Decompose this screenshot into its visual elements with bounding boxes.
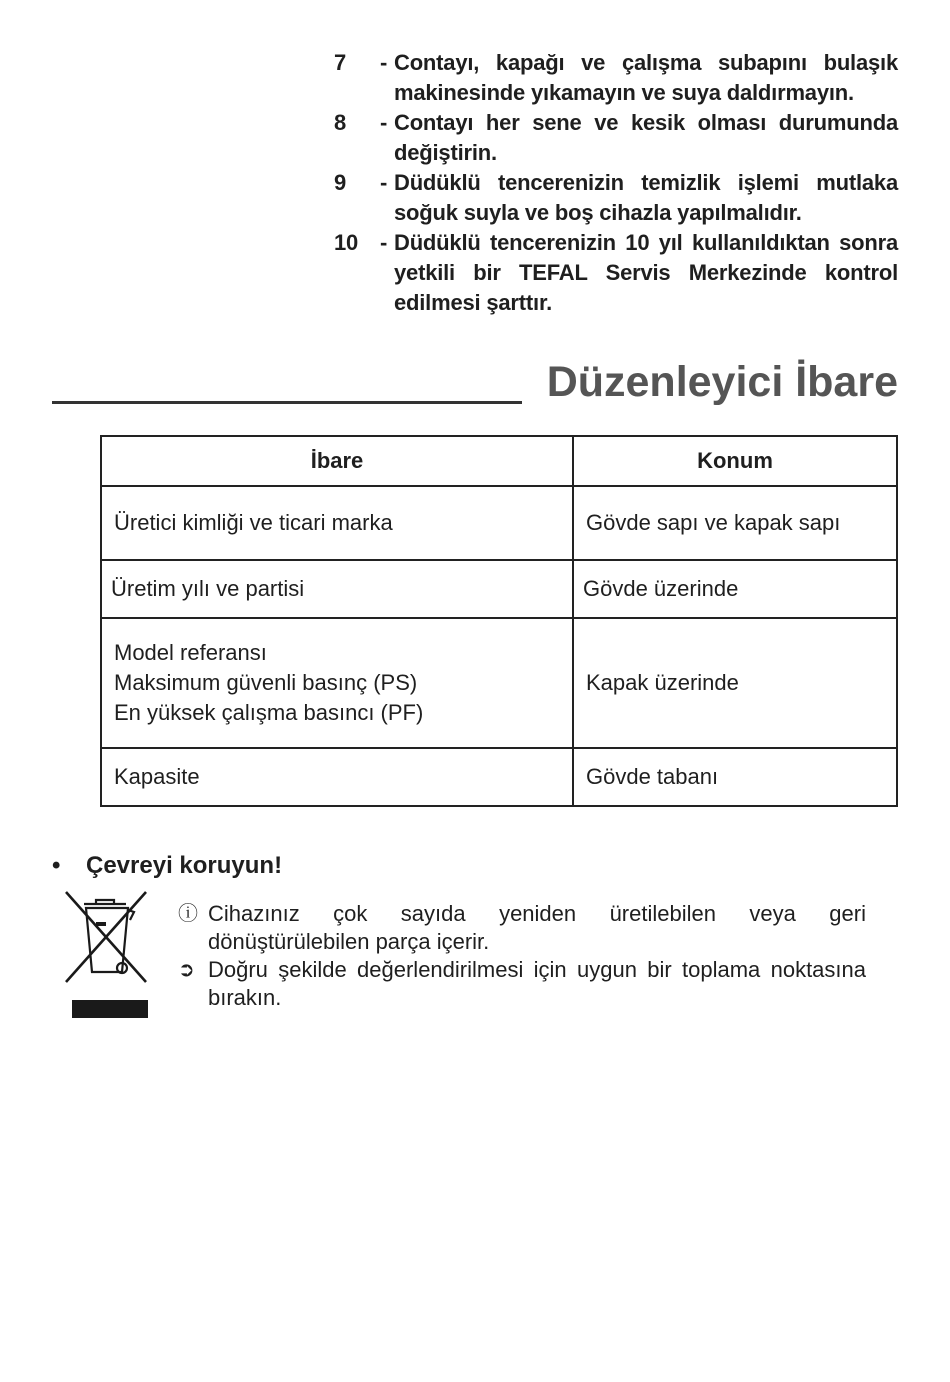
marking-line: En yüksek çalışma basıncı (PF): [114, 700, 424, 725]
step-text: Contayı, kapağı ve çalışma subapını bulaşık makinesinde yıkamayın ve suya daldırmayın.: [394, 50, 898, 105]
table-row: [101, 748, 897, 806]
arrow-right-icon: ➲: [178, 959, 195, 981]
step-number: 7: [334, 50, 347, 75]
step-text: Düdüklü tencerenizin temizlik işlemi mutlaka soğuk suyla ve boş cihazla yapılmalıdır.: [394, 170, 898, 225]
table-row: [101, 486, 897, 560]
care-steps-list: [334, 48, 898, 318]
location-cell: Kapak üzerinde: [573, 618, 897, 748]
step-item: [334, 48, 898, 108]
marking-cell: [101, 560, 573, 618]
step-item: [334, 168, 898, 228]
list-item: [178, 956, 866, 1012]
environment-heading-text: Çevreyi koruyun!: [86, 852, 283, 879]
list-item: [178, 900, 866, 956]
marking-cell: [101, 618, 573, 748]
step-dash: -: [380, 230, 388, 255]
step-number: 8: [334, 110, 347, 135]
environment-list: [178, 900, 866, 1012]
step-dash: -: [380, 110, 388, 135]
environment-heading: [52, 852, 282, 880]
location-cell: Gövde üzerinde: [573, 560, 897, 618]
marking-line: Kapasite: [114, 764, 200, 789]
crossed-out-wheelie-bin-icon: [60, 890, 152, 1022]
info-icon: ⓘ: [178, 903, 198, 925]
column-header: İbare: [101, 436, 573, 486]
section-divider: [52, 401, 522, 404]
bullet-icon: •: [52, 852, 61, 879]
step-dash: -: [380, 170, 388, 195]
step-item: [334, 108, 898, 168]
marking-table: [100, 435, 898, 807]
marking-line: Model referansı: [114, 640, 267, 665]
environment-text: Cihazınız çok sayıda yeniden üretilebilen veya geri dönüştürülebilen parça içerir.: [208, 901, 866, 954]
step-number: 9: [334, 170, 347, 195]
marking-line: Maksimum güvenli basınç (PS): [114, 670, 418, 695]
step-text: Düdüklü tencerenizin 10 yıl kullanıldıktan sonra yetkili bir TEFAL Servis Merkezinde kontrol edilmesi şarttır.: [394, 230, 898, 315]
marking-line: Üretim yılı ve partisi: [111, 576, 305, 601]
step-dash: -: [380, 50, 388, 75]
marking-line: Üretici kimliği ve ticari marka: [114, 510, 393, 535]
step-text: Contayı her sene ve kesik olması durumunda değiştirin.: [394, 110, 898, 165]
table-header-row: [101, 436, 897, 486]
location-cell: Gövde tabanı: [573, 748, 897, 806]
step-number: 10: [334, 230, 359, 255]
section-title: Düzenleyici İbare: [546, 358, 898, 406]
column-header: Konum: [573, 436, 897, 486]
marking-cell: [101, 486, 573, 560]
table-row: [101, 618, 897, 748]
table-row: [101, 560, 897, 618]
location-cell: Gövde sapı ve kapak sapı: [573, 486, 897, 560]
step-item: [334, 228, 898, 318]
marking-cell: [101, 748, 573, 806]
environment-text: Doğru şekilde değerlendirilmesi için uygun bir toplama noktasına bırakın.: [208, 957, 866, 1010]
